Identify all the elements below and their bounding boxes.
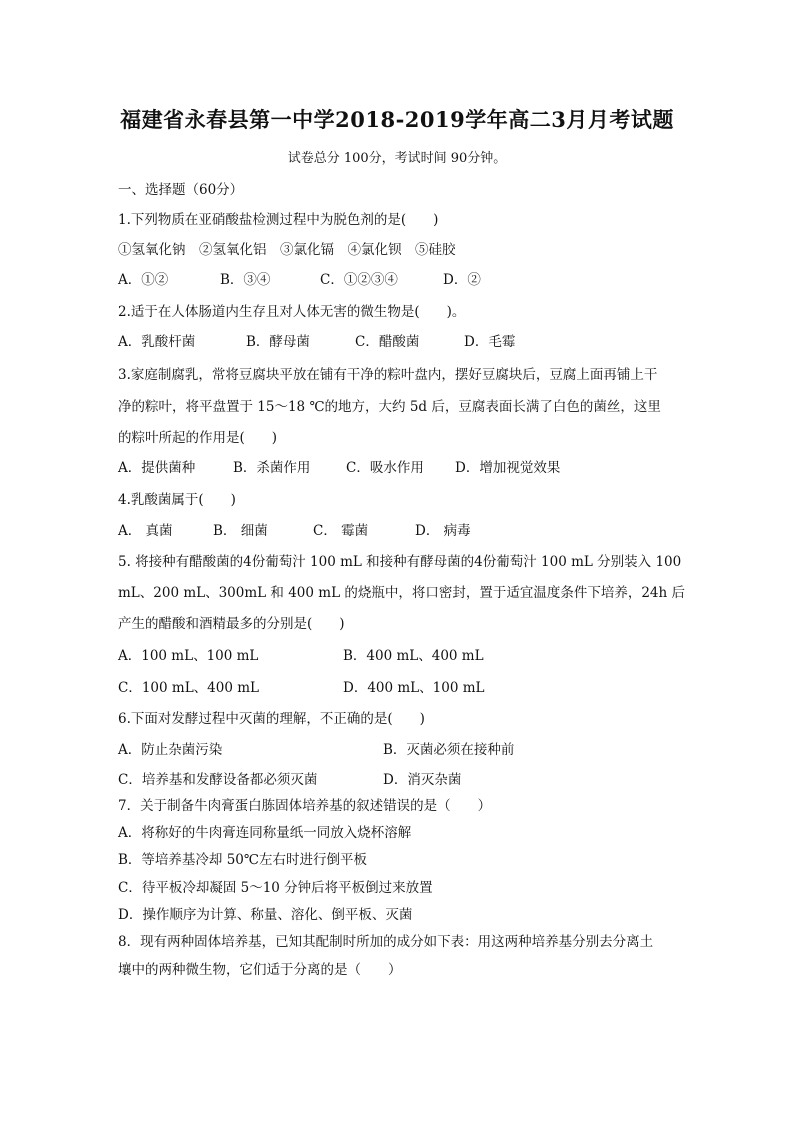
exam-title: 福建省永春县第一中学2018-2019学年高二3月月考试题	[120, 107, 674, 132]
exam-subtitle: 试卷总分 100分，考试时间 90分钟。	[287, 151, 507, 166]
question-4-option-a: A． 真菌	[118, 523, 173, 539]
question-6-option-b: B．灭菌必须在接种前	[383, 742, 515, 758]
question-7-option-b: B．等培养基冷却 50℃左右时进行倒平板	[118, 852, 367, 868]
question-8-line-1: 8．现有两种固体培养基，已知其配制时所加的成分如下表：用这两种培养基分别去分离土	[118, 934, 654, 950]
question-5-line-3: 产生的醋酸和酒精最多的分别是( )	[118, 616, 345, 632]
section-heading: 一、选择题（60分）	[118, 182, 244, 198]
question-4-option-b: B． 细菌	[213, 523, 268, 539]
question-4-option-d: D． 病毒	[415, 523, 471, 539]
question-3-line-1: 3.家庭制腐乳，常将豆腐块平放在铺有干净的粽叶盘内，摆好豆腐块后，豆腐上面再铺上干	[118, 367, 658, 383]
question-6-option-c: C．培养基和发酵设备都必须灭菌	[118, 772, 318, 788]
question-2-stem: 2.适于在人体肠道内生存且对人体无害的微生物是( )。	[118, 304, 466, 320]
question-3-option-a: A．提供菌种	[118, 460, 196, 476]
question-1-stem: 1.下列物质在亚硝酸盐检测过程中为脱色剂的是( )	[118, 212, 439, 228]
question-5-line-2: mL、200 mL、300mL 和 400 mL 的烧瓶中，将口密封，置于适宜温度条件下培养，24h 后	[118, 585, 685, 601]
question-3-line-2: 净的粽叶，将平盘置于 15～18 ℃的地方，大约 5d 后，豆腐表面长满了白色的菌丝，这里	[118, 399, 661, 415]
question-7-option-c: C．待平板冷却凝固 5～10 分钟后将平板倒过来放置	[118, 880, 433, 896]
question-5-option-c: C．100 mL、400 mL	[118, 680, 259, 696]
question-8-line-2: 壤中的两种微生物，它们适于分离的是（ ）	[118, 962, 402, 978]
question-6-option-d: D．消灭杂菌	[383, 772, 462, 788]
question-5-option-d: D．400 mL、100 mL	[343, 680, 485, 696]
question-2-option-a: A．乳酸杆菌	[118, 334, 196, 350]
question-2-option-b: B．酵母菌	[246, 334, 310, 350]
question-1-option-d: D．②	[443, 272, 481, 288]
question-4-stem: 4.乳酸菌属于( )	[118, 492, 236, 508]
question-2-option-d: D．毛霉	[464, 334, 516, 350]
question-2-option-c: C．醋酸菌	[355, 334, 420, 350]
question-1-option-c: C．①②③④	[320, 272, 398, 288]
question-3-option-b: B．杀菌作用	[233, 460, 311, 476]
question-5-option-a: A．100 mL、100 mL	[118, 648, 259, 664]
question-5-option-b: B．400 mL、400 mL	[343, 648, 484, 664]
question-3-line-3: 的粽叶所起的作用是( )	[118, 430, 278, 446]
question-6-option-a: A．防止杂菌污染	[118, 742, 223, 758]
question-5-line-1: 5. 将接种有醋酸菌的4份葡萄汁 100 mL 和接种有酵母菌的4份葡萄汁 100 mL 分别装入 100	[118, 554, 682, 570]
question-6-stem: 6.下面对发酵过程中灭菌的理解，不正确的是( )	[118, 711, 425, 727]
question-4-option-c: C． 霉菌	[313, 523, 369, 539]
question-1-materials: ①氢氧化钠 ②氢氧化铝 ③氯化镉 ④氯化钡 ⑤硅胶	[118, 242, 456, 258]
question-7-option-d: D．操作顺序为计算、称量、溶化、倒平板、灭菌	[118, 907, 413, 923]
question-7-stem: 7．关于制备牛肉膏蛋白胨固体培养基的叙述错误的是（ ）	[118, 798, 492, 814]
question-7-option-a: A．将称好的牛肉膏连同称量纸一同放入烧杯溶解	[118, 825, 412, 841]
question-1-option-b: B．③④	[220, 272, 271, 288]
question-3-option-c: C．吸水作用	[346, 460, 424, 476]
question-1-option-a: A．①②	[118, 272, 169, 288]
question-3-option-d: D．增加视觉效果	[455, 460, 561, 476]
